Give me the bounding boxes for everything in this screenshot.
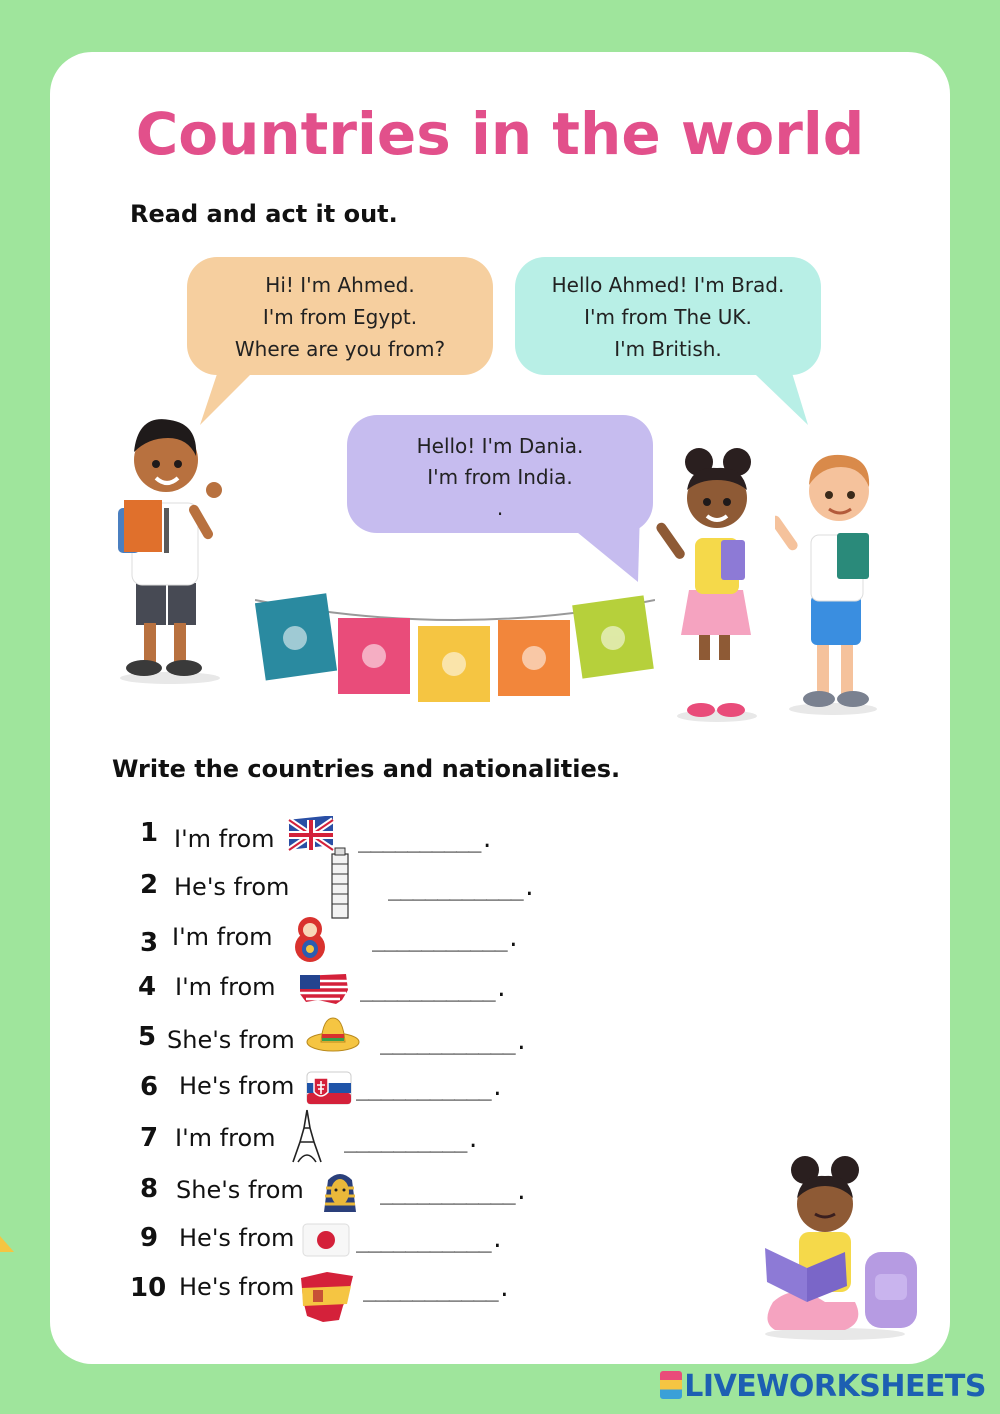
answer-blank[interactable]: ___________.	[388, 876, 535, 901]
reading-girl-illustration	[755, 1152, 925, 1342]
edge-decoration	[0, 1232, 18, 1256]
eiffel-tower-icon	[290, 1108, 324, 1164]
logo-text: LIVEWORKSHEETS	[684, 1369, 986, 1404]
exercise-number: 10	[130, 1273, 167, 1303]
papel-picado-banner	[255, 590, 655, 710]
answer-blank[interactable]: ___________.	[356, 1076, 503, 1101]
exercise-phrase: I'm from	[175, 973, 276, 1001]
exercise-number: 8	[140, 1174, 159, 1204]
exercise-number: 6	[140, 1072, 159, 1102]
boy-ahmed-illustration	[108, 408, 233, 686]
write-instruction: Write the countries and nationalities.	[112, 755, 621, 783]
exercise-phrase: I'm from	[174, 825, 275, 853]
spain-map-flag-icon	[297, 1270, 359, 1326]
bubble-line: Hello! I'm Dania.	[416, 434, 584, 458]
boy-brad-illustration	[775, 435, 890, 717]
bubble-line: Where are you from?	[234, 337, 446, 361]
exercise-phrase: She's from	[176, 1176, 304, 1204]
answer-blank[interactable]: ___________.	[372, 927, 519, 952]
leaning-tower-of-pisa-icon	[328, 846, 352, 921]
answer-blank[interactable]: __________.	[358, 828, 493, 853]
exercise-number: 3	[140, 928, 159, 958]
ahmed-speech-bubble	[187, 257, 493, 375]
logo-icon	[660, 1371, 682, 1399]
exercise-phrase: He's from	[179, 1224, 295, 1252]
exercise-phrase: He's from	[179, 1273, 295, 1301]
dania-speech-bubble	[347, 415, 653, 533]
pharaoh-mask-icon	[320, 1168, 360, 1216]
bubble-line: I'm British.	[614, 337, 722, 361]
exercise-number: 5	[138, 1022, 157, 1052]
bubble-line: .	[496, 496, 504, 520]
bubble-line: Hi! I'm Ahmed.	[265, 273, 415, 297]
exercise-phrase: I'm from	[175, 1124, 276, 1152]
usa-map-flag-icon	[298, 970, 350, 1008]
page-title: Countries in the world	[135, 100, 865, 168]
girl-dania-illustration	[655, 440, 780, 722]
read-instruction: Read and act it out.	[130, 200, 398, 228]
exercise-number: 1	[140, 818, 159, 848]
answer-blank[interactable]: ___________.	[356, 1228, 503, 1253]
exercise-phrase: I'm from	[172, 923, 273, 951]
answer-blank[interactable]: ___________.	[380, 1180, 527, 1205]
sombrero-icon	[305, 1014, 361, 1056]
exercise-phrase: He's from	[179, 1072, 295, 1100]
liveworksheets-logo[interactable]	[660, 1369, 986, 1404]
bubble-line: Hello Ahmed! I'm Brad.	[551, 273, 785, 297]
slovakia-flag-icon	[306, 1070, 352, 1106]
exercise-number: 9	[140, 1223, 159, 1253]
answer-blank[interactable]: __________.	[344, 1128, 479, 1153]
japan-flag-icon	[302, 1222, 350, 1258]
exercise-phrase: He's from	[174, 873, 290, 901]
bubble-line: I'm from The UK.	[584, 305, 752, 329]
bubble-line: I'm from Egypt.	[262, 305, 418, 329]
answer-blank[interactable]: ___________.	[360, 977, 507, 1002]
brad-speech-bubble	[515, 257, 821, 375]
exercise-number: 7	[140, 1123, 159, 1153]
answer-blank[interactable]: ___________.	[363, 1277, 510, 1302]
matryoshka-doll-icon	[292, 913, 328, 963]
bubble-line: I'm from India.	[427, 465, 573, 489]
exercise-number: 2	[140, 870, 159, 900]
exercise-number: 4	[138, 972, 157, 1002]
answer-blank[interactable]: ___________.	[380, 1030, 527, 1055]
exercise-phrase: She's from	[167, 1026, 295, 1054]
